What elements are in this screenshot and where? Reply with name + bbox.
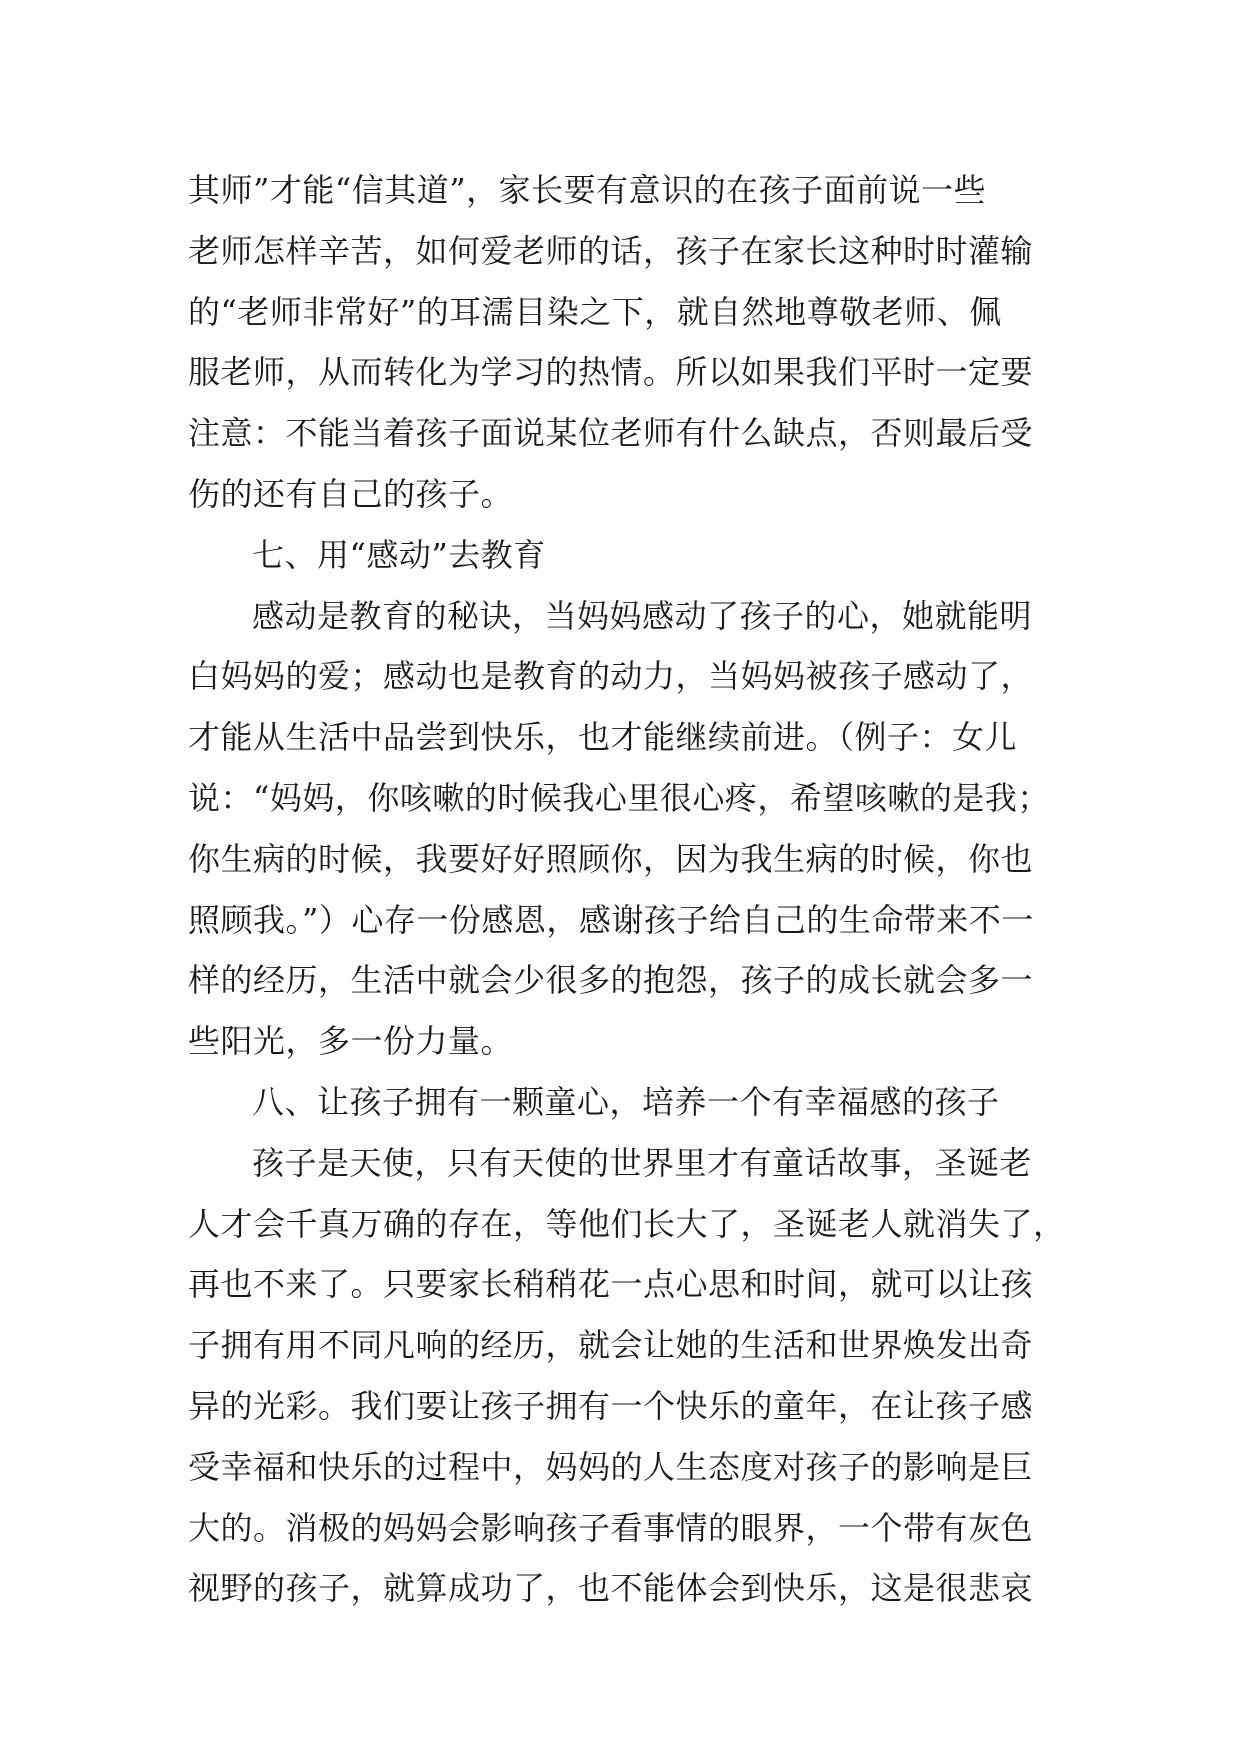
paragraph-start: 孩子是天使，只有天使的世界里才有童话故事，圣诞老: [252, 1143, 1033, 1182]
text-line: 注意：不能当着孩子面说某位老师有什么缺点，否则最后受: [188, 414, 1034, 453]
text-line: 些阳光，多一份力量。: [188, 1022, 514, 1061]
text-line: 样的经历，生活中就会少很多的抱怨，孩子的成长就会多一: [188, 961, 1034, 1000]
text-line: 服老师，从而转化为学习的热情。所以如果我们平时一定要: [188, 353, 1034, 392]
text-line: 白妈妈的爱；感动也是教育的动力，当妈妈被孩子感动了，: [188, 657, 1034, 696]
text-line: 照顾我。”）心存一份感恩，感谢孩子给自己的生命带来不一: [188, 900, 1034, 939]
section-heading-8: 八、让孩子拥有一颗童心，培养一个有幸福感的孩子: [252, 1082, 1000, 1121]
text-line: 受幸福和快乐的过程中，妈妈的人生态度对孩子的影响是巨: [188, 1447, 1034, 1486]
text-line: 视野的孩子，就算成功了，也不能体会到快乐，这是很悲哀: [188, 1569, 1034, 1608]
paragraph-start: 感动是教育的秘诀，当妈妈感动了孩子的心，她就能明: [252, 596, 1033, 635]
text-line: 人才会千真万确的存在，等他们长大了，圣诞老人就消失了，: [188, 1204, 1066, 1243]
text-line: 老师怎样辛苦，如何爱老师的话，孩子在家长这种时时灌输: [188, 231, 1034, 270]
text-line: 伤的还有自己的孩子。: [188, 474, 514, 513]
text-line: 其师”才能“信其道”，家长要有意识的在孩子面前说一些: [188, 171, 987, 209]
text-line: 大的。消极的妈妈会影响孩子看事情的眼界，一个带有灰色: [188, 1508, 1034, 1547]
text-line: 你生病的时候，我要好好照顾你，因为我生病的时候，你也: [188, 839, 1034, 878]
text-line: 异的光彩。我们要让孩子拥有一个快乐的童年，在让孩子感: [188, 1386, 1034, 1425]
text-line: 子拥有用不同凡响的经历，就会让她的生活和世界焕发出奇: [188, 1326, 1034, 1365]
text-line: 再也不来了。只要家长稍稍花一点心思和时间，就可以让孩: [188, 1265, 1034, 1304]
section-heading-7: 七、用“感动”去教育: [252, 535, 546, 574]
text-line: 的“老师非常好”的耳濡目染之下，就自然地尊敬老师、佩: [188, 292, 1002, 331]
body-text: [188, 160, 1066, 1619]
text-line: 才能从生活中品尝到快乐，也才能继续前进。（例子：女儿: [188, 718, 1018, 757]
text-line: 说：“妈妈，你咳嗽的时候我心里很心疼，希望咳嗽的是我；: [188, 778, 1050, 817]
